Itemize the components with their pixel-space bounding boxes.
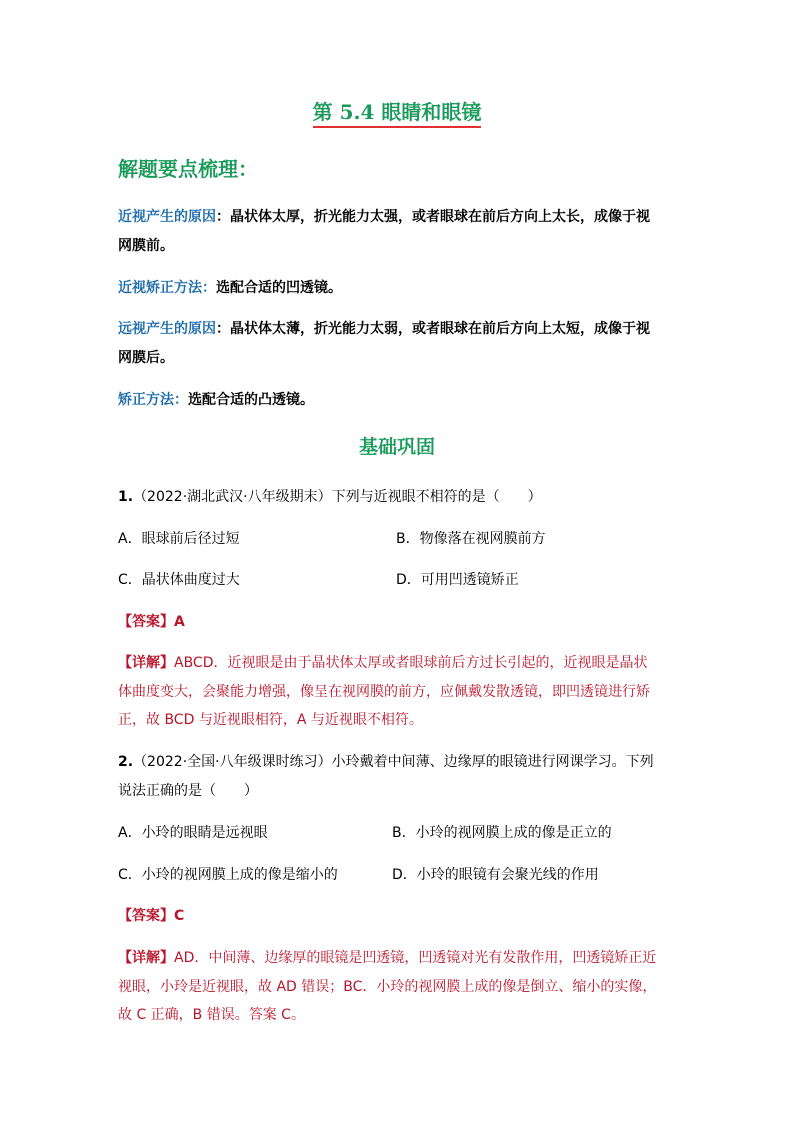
question-1-option-d: D．可用凹透镜矫正 — [396, 572, 519, 588]
question-1-stem: 1.（2022·湖北武汉·八年级期末）下列与近视眼不相符的是（ ） — [118, 489, 542, 505]
question-1-detail-line-2: 体曲度变大，会聚能力增强，像呈在视网膜的前方，应佩戴发散透镜，即凹透镜进行矫 — [118, 684, 650, 700]
question-2-option-a: A．小玲的眼睛是远视眼 — [118, 825, 268, 841]
key-points-heading: 解题要点梳理： — [118, 157, 258, 181]
question-2-stem: 2.（2022·全国·八年级课时练习）小玲戴着中间薄、边缘厚的眼镜进行网课学习。下列 — [118, 754, 654, 770]
question-1-detail-line-1: 【详解】ABCD．近视眼是由于晶状体太厚或者眼球前后方过长引起的，近视眼是晶状 — [118, 655, 648, 671]
page-title: 第 5.4 眼睛和眼镜 — [0, 96, 794, 125]
question-2-detail-line-2: 视眼，小玲是近视眼，故 AD 错误；BC．小玲的视网膜上成的像是倒立、缩小的实像， — [118, 979, 657, 995]
key-point-myopia-cause-cont: 网膜前。 — [118, 238, 174, 254]
key-point-hyperopia-cause-cont: 网膜后。 — [118, 350, 174, 366]
section-title: 基础巩固 — [358, 436, 435, 458]
key-point-myopia-correction: 近视矫正方法：选配合适的凹透镜。 — [118, 280, 342, 296]
question-2-answer: 【答案】C — [118, 908, 185, 924]
question-1-option-b: B．物像落在视网膜前方 — [396, 531, 546, 547]
key-point-hyperopia-cause: 远视产生的原因：晶状体太薄，折光能力太弱，或者眼球在前后方向上太短，成像于视 — [118, 321, 650, 337]
question-1-answer: 【答案】A — [118, 614, 185, 630]
question-2-stem-cont: 说法正确的是（ ） — [118, 783, 258, 799]
question-2-option-d: D．小玲的眼镜有会聚光线的作用 — [392, 867, 599, 883]
question-2-option-c: C．小玲的视网膜上成的像是缩小的 — [118, 867, 338, 883]
question-2-option-b: B．小玲的视网膜上成的像是正立的 — [392, 825, 612, 841]
question-1-option-c: C．晶状体曲度过大 — [118, 572, 240, 588]
question-1-option-a: A．眼球前后径过短 — [118, 531, 240, 547]
question-2-detail-line-3: 故 C 正确，B 错误。答案 C。 — [118, 1007, 305, 1023]
question-2-detail-line-1: 【详解】AD．中间薄、边缘厚的眼镜是凹透镜，凹透镜对光有发散作用，凹透镜矫正近 — [118, 950, 657, 966]
key-point-myopia-cause: 近视产生的原因：晶状体太厚，折光能力太强，或者眼球在前后方向上太长，成像于视 — [118, 209, 650, 225]
question-1-detail-line-3: 正，故 BCD 与近视眼相符，A 与近视眼不相符。 — [118, 712, 423, 728]
key-point-hyperopia-correction: 矫正方法：选配合适的凸透镜。 — [118, 392, 314, 408]
